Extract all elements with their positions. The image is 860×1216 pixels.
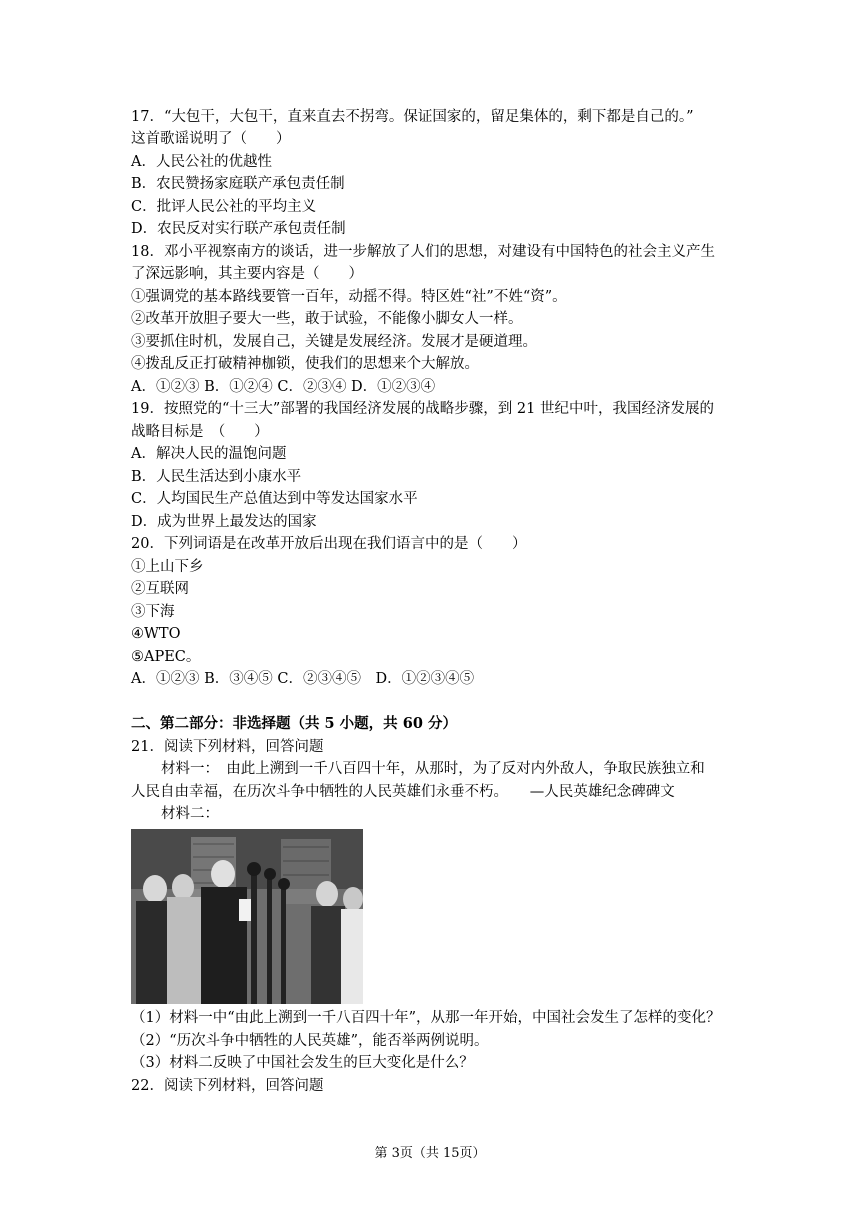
q18-item-4: ④拨乱反正打破精神枷锁，使我们的思想来个大解放。 [131, 356, 479, 372]
q20-item-5: ⑤APEC。 [131, 649, 201, 665]
q21-stem: 21．阅读下列材料，回答问题 [131, 739, 324, 755]
q20-item-4: ④WTO [131, 626, 181, 642]
q20-options: A．①②③ B．③④⑤ C．②③④⑤ D．①②③④⑤ [131, 671, 475, 687]
q19-option-b: B．人民生活达到小康水平 [131, 469, 302, 485]
q17-option-c: C．批评人民公社的平均主义 [131, 199, 317, 215]
q22-stem: 22．阅读下列材料，回答问题 [131, 1078, 324, 1094]
q21-sub2: （2）“历次斗争中牺牲的人民英雄”，能否举两例说明。 [131, 1033, 489, 1049]
q18-item-2: ②改革开放胆子要大一些，敢于试验，不能像小脚女人一样。 [131, 311, 523, 327]
q20-item-1: ①上山下乡 [131, 559, 204, 575]
q17-stem-line2: 这首歌谣说明了（ ） [131, 131, 291, 147]
q19-option-a: A．解决人民的温饱问题 [131, 446, 287, 462]
q20-item-3: ③下海 [131, 604, 175, 620]
q19-option-d: D．成为世界上最发达的国家 [131, 514, 317, 530]
q18-item-1: ①强调党的基本路线要管一百年，动摇不得。特区姓“社”不姓“资”。 [131, 289, 567, 305]
q19-option-c: C．人均国民生产总值达到中等发达国家水平 [131, 491, 418, 507]
historical-photo [131, 829, 363, 1004]
q17-option-a: A．人民公社的优越性 [131, 154, 272, 170]
q18-item-3: ③要抓住时机，发展自己，关键是发展经济。发展才是硬道理。 [131, 334, 537, 350]
q18-stem-line1: 18．邓小平视察南方的谈话，进一步解放了人们的思想，对建设有中国特色的社会主义产生 [131, 244, 715, 260]
q19-stem-line1: 19．按照党的“十三大”部署的我国经济发展的战略步骤，到 21 世纪中叶，我国经济发展的 [131, 401, 714, 417]
q21-material2-label: 材料二： [161, 806, 219, 822]
q21-material1-line1: 材料一： 由此上溯到一千八百四十年，从那时，为了反对内外敌人，争取民族独立和 [161, 761, 705, 777]
q18-stem-line2: 了深远影响，其主要内容是（ ） [131, 266, 363, 282]
q20-stem: 20．下列词语是在改革开放后出现在我们语言中的是（ ） [131, 536, 527, 552]
part2-heading: 二、第二部分：非选择题（共 5 小题，共 60 分） [131, 715, 457, 732]
q17-stem-line1: 17．“大包干，大包干，直来直去不拐弯。保证国家的，留足集体的，剩下都是自己的。” [131, 109, 694, 125]
q21-sub1: （1）材料一中“由此上溯到一千八百四十年”，从那一年开始，中国社会发生了怎样的变化？ [131, 1010, 721, 1026]
q17-option-d: D．农民反对实行联产承包责任制 [131, 221, 346, 237]
q17-option-b: B．农民赞扬家庭联产承包责任制 [131, 176, 345, 192]
q19-stem-line2: 战略目标是 （ ） [131, 424, 269, 440]
q20-item-2: ②互联网 [131, 581, 189, 597]
q21-sub3: （3）材料二反映了中国社会发生的巨大变化是什么？ [131, 1055, 474, 1071]
q18-options: A．①②③ B．①②④ C．②③④ D．①②③④ [131, 379, 436, 395]
q21-material1-line2: 人民自由幸福，在历次斗争中牺牲的人民英雄们永垂不朽。 —人民英雄纪念碑碑文 [131, 784, 675, 800]
page-footer: 第 3页（共 15页） [374, 1146, 486, 1161]
